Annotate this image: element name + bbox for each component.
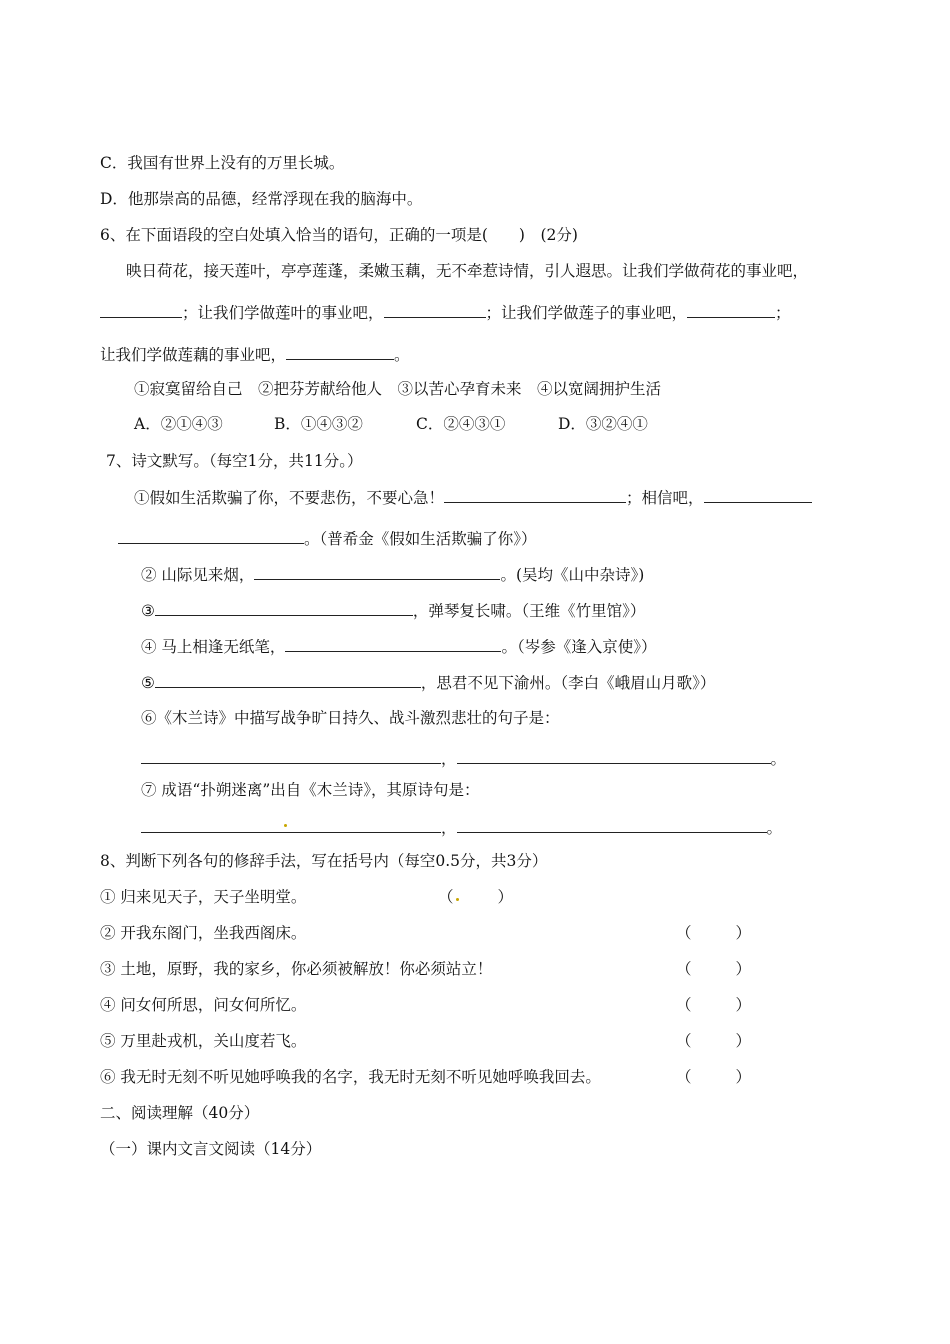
answer-blank[interactable]	[141, 817, 441, 833]
question-8-item-1: ① 归来见天子，天子坐明堂。	[100, 888, 307, 906]
question-6-option-c[interactable]: C．②④③①	[416, 415, 506, 433]
question-6-fill-line-2	[100, 344, 410, 365]
paren-open: （	[676, 996, 692, 1014]
question-8-item-4: ④ 问女何所思，问女何所忆。	[100, 996, 307, 1014]
answer-blank[interactable]	[687, 302, 775, 318]
answer-blank[interactable]	[285, 636, 501, 652]
poem-text: ①假如生活欺骗了你，不要悲伤，不要心急！	[134, 489, 445, 507]
fill-text: ；	[775, 304, 791, 322]
poem-text: ，弹琴复长啸。（王维《竹里馆》）	[412, 602, 646, 620]
paren-open: （	[438, 888, 454, 906]
paren-open: （	[676, 1032, 692, 1050]
poem-text: ⑤	[141, 674, 155, 692]
answer-blank[interactable]	[704, 487, 812, 503]
question-6-passage: 映日荷花，接天莲叶，亭亭莲蓬，柔嫩玉藕，无不牵惹诗情，引人遐思。让我们学做荷花的事业吧，	[126, 262, 809, 280]
answer-blank[interactable]	[141, 748, 441, 764]
poem-text: ；相信吧，	[626, 489, 704, 507]
question-6-option-d[interactable]: D．③②④①	[558, 415, 648, 433]
option-d: D．他那崇高的品德，经常浮现在我的脑海中。	[100, 190, 423, 208]
paren-close: ）	[497, 888, 514, 906]
option-c: C．我国有世界上没有的万里长城。	[100, 154, 345, 172]
paren-close: ）	[735, 1068, 752, 1086]
answer-blank[interactable]	[457, 817, 767, 833]
poem-text: 。（普希金《假如生活欺骗了你》）	[304, 530, 537, 548]
section-2-subheading: （一）课内文言文阅读（14分）	[100, 1140, 322, 1158]
answer-blank[interactable]	[254, 564, 500, 580]
question-7-title: 7、诗文默写。（每空1分，共11分。）	[106, 452, 363, 470]
question-8-item-5: ⑤ 万里赴戎机，关山度若飞。	[100, 1032, 307, 1050]
punctuation: 。	[766, 819, 783, 837]
punctuation: 。	[770, 750, 787, 768]
poem-text: ，思君不见下渝州。（李白《峨眉山月歌》）	[420, 674, 716, 692]
paren-open: （	[676, 960, 692, 978]
answer-parentheses[interactable]	[438, 887, 513, 907]
answer-blank[interactable]	[286, 344, 394, 360]
punctuation: ，	[441, 819, 457, 837]
stray-mark	[284, 824, 287, 827]
question-7-item-2	[141, 564, 644, 585]
fill-text: ；让我们学做莲子的事业吧，	[485, 304, 688, 322]
question-7-item-5	[141, 672, 715, 693]
section-2-heading: 二、阅读理解（40分）	[100, 1104, 260, 1122]
question-6-option-b[interactable]: B．①④③②	[274, 415, 363, 433]
answer-blank[interactable]	[444, 487, 626, 503]
question-8-item-2: ② 开我东阁门，坐我西阁床。	[100, 924, 307, 942]
answer-parentheses[interactable]	[676, 923, 751, 943]
fill-text: 。	[394, 346, 410, 364]
fill-text: 让我们学做莲藕的事业吧，	[100, 346, 287, 364]
paren-close: ）	[735, 924, 752, 942]
answer-blank[interactable]	[155, 600, 413, 616]
answer-parentheses[interactable]	[676, 1067, 751, 1087]
paren-close: ）	[735, 960, 752, 978]
question-8-item-3: ③ 土地，原野，我的家乡，你必须被解放！你必须站立！	[100, 960, 493, 978]
answer-parentheses[interactable]	[676, 1031, 751, 1051]
question-7-item-4	[141, 636, 656, 657]
question-7-item-1-cont	[118, 528, 537, 549]
answer-blank[interactable]	[100, 302, 182, 318]
question-6-fill-line	[100, 302, 791, 323]
poem-text: 。（岑参《逢入京使》）	[501, 638, 657, 656]
question-6-title: 6、在下面语段的空白处填入恰当的语句，正确的一项是( ) (2分)	[100, 226, 578, 244]
stray-mark	[456, 898, 459, 901]
punctuation: ，	[441, 750, 457, 768]
question-8-title: 8、判断下列各句的修辞手法，写在括号内（每空0.5分，共3分）	[100, 852, 548, 870]
question-7-item-6: ⑥《木兰诗》中描写战争旷日持久、战斗激烈悲壮的句子是：	[141, 709, 560, 727]
poem-text: 。(吴均《山中杂诗》)	[500, 566, 645, 584]
paren-open: （	[676, 924, 692, 942]
poem-text: ④ 马上相逢无纸笔，	[141, 638, 286, 656]
question-6-option-a[interactable]: A．②①④③	[134, 415, 223, 433]
question-6-items: ①寂寞留给自己 ②把芬芳献给他人 ③以苦心孕育未来 ④以宽阔拥护生活	[134, 380, 662, 398]
fill-text: ；让我们学做莲叶的事业吧，	[182, 304, 384, 322]
question-8-item-6: ⑥ 我无时无刻不听见她呼唤我的名字，我无时无刻不听见她呼唤我回去。	[100, 1068, 601, 1086]
question-7-item-7-answer	[141, 817, 782, 838]
answer-blank[interactable]	[384, 302, 486, 318]
answer-blank[interactable]	[155, 672, 421, 688]
paren-close: ）	[735, 996, 752, 1014]
answer-blank[interactable]	[118, 528, 304, 544]
answer-parentheses[interactable]	[676, 995, 751, 1015]
question-7-item-7: ⑦ 成语“扑朔迷离”出自《木兰诗》，其原诗句是：	[141, 781, 480, 799]
answer-parentheses[interactable]	[676, 959, 751, 979]
question-7-item-3	[141, 600, 645, 621]
poem-text: ② 山际见来烟，	[141, 566, 255, 584]
answer-blank[interactable]	[457, 748, 771, 764]
question-7-item-6-answer	[141, 748, 786, 769]
question-7-item-1	[134, 487, 812, 508]
poem-text: ③	[141, 602, 155, 620]
paren-close: ）	[735, 1032, 752, 1050]
paren-open: （	[676, 1068, 692, 1086]
